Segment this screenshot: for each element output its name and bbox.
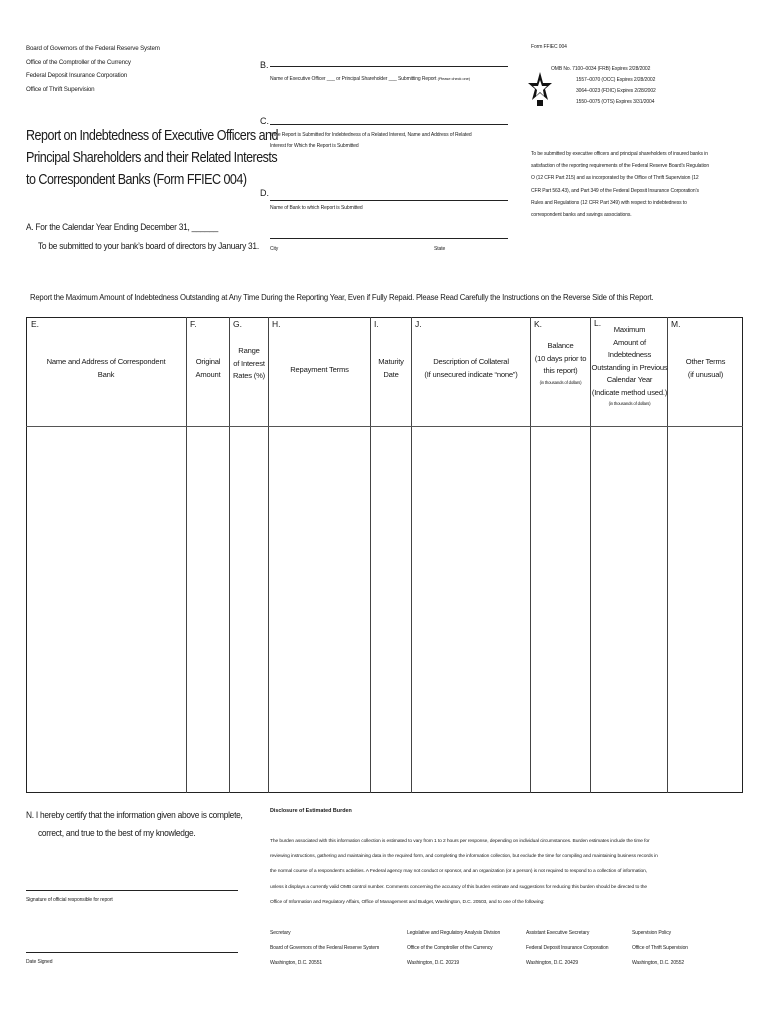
column-j-title: Description of Collateral (433, 357, 509, 366)
burden-text (270, 834, 744, 910)
related-interest-field[interactable] (270, 124, 508, 125)
date-signed-label: Date Signed (26, 959, 53, 965)
column-j-header (412, 356, 530, 381)
section-b-label-text: Name of Executive Officer ___ or Principal Shareholder ___ Submitting Report (270, 76, 437, 82)
section-d-letter: D. (260, 188, 269, 198)
contact-address: Washington, D.C. 20429 (526, 960, 579, 966)
section-b-label (270, 76, 470, 82)
omb-occ: 1557–0070 (OCC) Expires 2/28/2002 (576, 77, 656, 83)
column-l-title: Amount of Indebtedness (607, 337, 652, 359)
column-m-title-2: (if unusual) (687, 369, 724, 379)
section-c-label (270, 130, 472, 152)
column-h-header: Repayment Terms (290, 365, 349, 374)
column-f-letter: F. (190, 319, 197, 329)
column-l-title-3: Calendar Year (606, 375, 653, 384)
section-d-label: Name of Bank to which Report is Submitted (270, 205, 363, 211)
column-k-header (531, 340, 590, 388)
certification-line-2: correct, and true to the best of my knowledge. (38, 828, 196, 839)
contact-agency: Board of Governors of the Federal Reserve System (270, 945, 380, 951)
section-c-label-line-1: If the Report is Submitted for Indebtedness of a Related Interest, Name and Address of Related (270, 132, 472, 138)
bank-name-field[interactable] (270, 200, 508, 201)
contact-title: Supervision Policy (632, 930, 672, 936)
section-a-deadline: To be submitted to your bank’s board of directors by January 31. (38, 241, 259, 252)
column-h-letter: H. (272, 319, 281, 329)
title-line-3: to Correspondent Banks (Form FFIEC 004) (26, 172, 247, 188)
submission-note-line: O (12 CFR Part 215) and as incorporated by the Office of Thrift Supervision (12 (531, 175, 699, 182)
section-c-label-line-2: Interest for Which the Report is Submitted (270, 143, 359, 149)
submission-note-line: CFR Part 563.43), and Part 349 of the Federal Deposit Insurance Corporation’s (531, 187, 699, 194)
column-k-title: Balance (547, 341, 574, 350)
burden-line: Office of Information and Regulatory Affairs, Office of Management and Budget, Washington, D.C. 20503, and to one of the following: (270, 899, 545, 905)
contact-agency: Office of Thrift Supervision (632, 945, 688, 951)
column-k-title-3: this report) (543, 366, 578, 375)
column-l-title-2: Outstanding in Previous (591, 362, 668, 372)
section-d-city: City (270, 246, 279, 252)
omb-numbers (551, 64, 656, 108)
star-logo-icon (528, 70, 552, 113)
contact-ots (632, 926, 688, 971)
contact-frb (270, 926, 379, 971)
column-m-title: Other Terms (685, 357, 726, 366)
report-instruction: Report the Maximum Amount of Indebtedness Outstanding at Any Time During the Reporting Year, Even if Fully Repaid. Please Read Carefully the Instructions on the Reverse Side of this Report. (30, 292, 654, 302)
section-b-letter: B. (260, 60, 269, 70)
burden-line: the normal course of a respondent’s activities. A Federal agency may not conduct or sponsor, and an organization (or a person) is not required to respond to a collection of information, (270, 869, 647, 875)
column-j-letter: J. (415, 319, 422, 329)
column-f-title: Original (195, 357, 221, 366)
agency-ots: Office of Thrift Supervision (26, 85, 95, 93)
date-signed-field[interactable] (26, 952, 238, 953)
column-k-title-2: (10 days prior to (534, 353, 587, 363)
signature-field[interactable] (26, 890, 238, 891)
column-e-letter: E. (31, 319, 40, 329)
omb-fdic: 3064–0023 (FDIC) Expires 2/28/2002 (576, 88, 656, 94)
agency-occ: Office of the Comptroller of the Currency (26, 58, 131, 66)
column-f-header (187, 356, 229, 381)
column-g-title: Range (238, 346, 260, 355)
contact-agency: Office of the Comptroller of the Currency (407, 945, 493, 951)
column-g-letter: G. (233, 319, 242, 329)
column-k-letter: K. (534, 319, 543, 329)
column-l-letter: L. (594, 318, 602, 328)
section-d-state: State (434, 246, 446, 252)
column-i-letter: I. (374, 319, 379, 329)
omb-frb: OMB No. 7100–0034 (FRB) Expires 2/28/2002 (551, 66, 651, 72)
column-m-letter: M. (671, 319, 681, 329)
form-id: Form FFIEC 004 (531, 44, 567, 50)
omb-ots: 1550–0075 (OTS) Expires 3/31/2004 (576, 99, 655, 105)
title-line-2: Principal Shareholders and their Related Interests (26, 150, 278, 166)
column-g-title-3: Rates (%) (233, 371, 265, 380)
certification-line-1: N. I hereby certify that the information given above is complete, (26, 810, 243, 821)
signature-label: Signature of official responsible for report (26, 897, 113, 903)
title-line-1: Report on Indebtedness of Executive Officers and (26, 128, 278, 144)
contact-occ (407, 926, 500, 971)
contact-agency: Federal Deposit Insurance Corporation (526, 945, 609, 951)
submission-note (531, 148, 743, 221)
column-l-method: (Indicate method used.) (591, 387, 668, 397)
column-l-header (591, 324, 668, 409)
contact-address: Washington, D.C. 20551 (270, 960, 323, 966)
executive-officer-name-field[interactable] (270, 66, 508, 67)
column-i-title-2: Date (383, 369, 399, 379)
column-i-header (371, 356, 411, 381)
contact-title: Legislative and Regulatory Analysis Division (407, 930, 501, 936)
contact-address: Washington, D.C. 20219 (407, 960, 460, 966)
section-c-letter: C. (260, 116, 269, 126)
column-f-title-2: Amount (195, 369, 221, 379)
column-j-title-2: (If unsecured indicate “none”) (424, 369, 518, 379)
column-e-header (30, 356, 182, 381)
contact-fdic (526, 926, 608, 971)
burden-line: unless it displays a currently valid OMB control number. Comments concerning the accuracy of this burden estimate and suggestions for reducing this burden should be directed to the (270, 884, 647, 890)
bank-city-state-field[interactable] (270, 238, 508, 239)
column-g-title-2: of Interest (233, 358, 265, 368)
submission-note-line: Rules and Regulations (12 CFR Part 349) with respect to indebtedness to (531, 199, 687, 206)
section-a-year: A. For the Calendar Year Ending December 31, ______ (26, 222, 218, 233)
column-k-unit: (in thousands of dollars) (539, 379, 582, 385)
burden-heading: Disclosure of Estimated Burden (270, 808, 352, 814)
contact-address: Washington, D.C. 20552 (632, 960, 685, 966)
submission-note-line: correspondent banks and savings associations. (531, 212, 632, 219)
column-m-header (668, 356, 743, 381)
column-e-title: Name and Address of Correspondent (46, 357, 166, 366)
column-l-title-0: Maximum (613, 325, 646, 334)
table-entry-area[interactable] (27, 427, 742, 792)
section-b-hint: (Please check one) (437, 76, 471, 81)
column-l-unit: (in thousands of dollars) (608, 401, 651, 406)
column-e-title-2: Bank (97, 369, 115, 379)
submission-note-line: satisfaction of the reporting requirements of the Federal Reserve Board’s Regulation (531, 163, 709, 170)
column-i-title: Maturity (378, 357, 404, 366)
agency-list (26, 42, 160, 96)
burden-line: reviewing instructions, gathering and maintaining data in the required form, and completing the information collection, but exclude the time for compiling and maintaining business records in (270, 854, 658, 860)
agency-frb: Board of Governors of the Federal Reserve System (26, 45, 160, 52)
agency-fdic: Federal Deposit Insurance Corporation (26, 72, 128, 79)
submission-note-line: To be submitted by executive officers and principal shareholders of insured banks in (531, 151, 708, 157)
column-g-header (230, 345, 268, 383)
burden-line: The burden associated with this information collection is estimated to vary from 1 to 2 hours per response, depending on individual circumstances. Burden estimates include the time for (270, 839, 650, 844)
contact-title: Assistant Executive Secretary (526, 930, 590, 936)
star-logo-graphic (528, 70, 552, 108)
contact-title: Secretary (270, 930, 291, 936)
